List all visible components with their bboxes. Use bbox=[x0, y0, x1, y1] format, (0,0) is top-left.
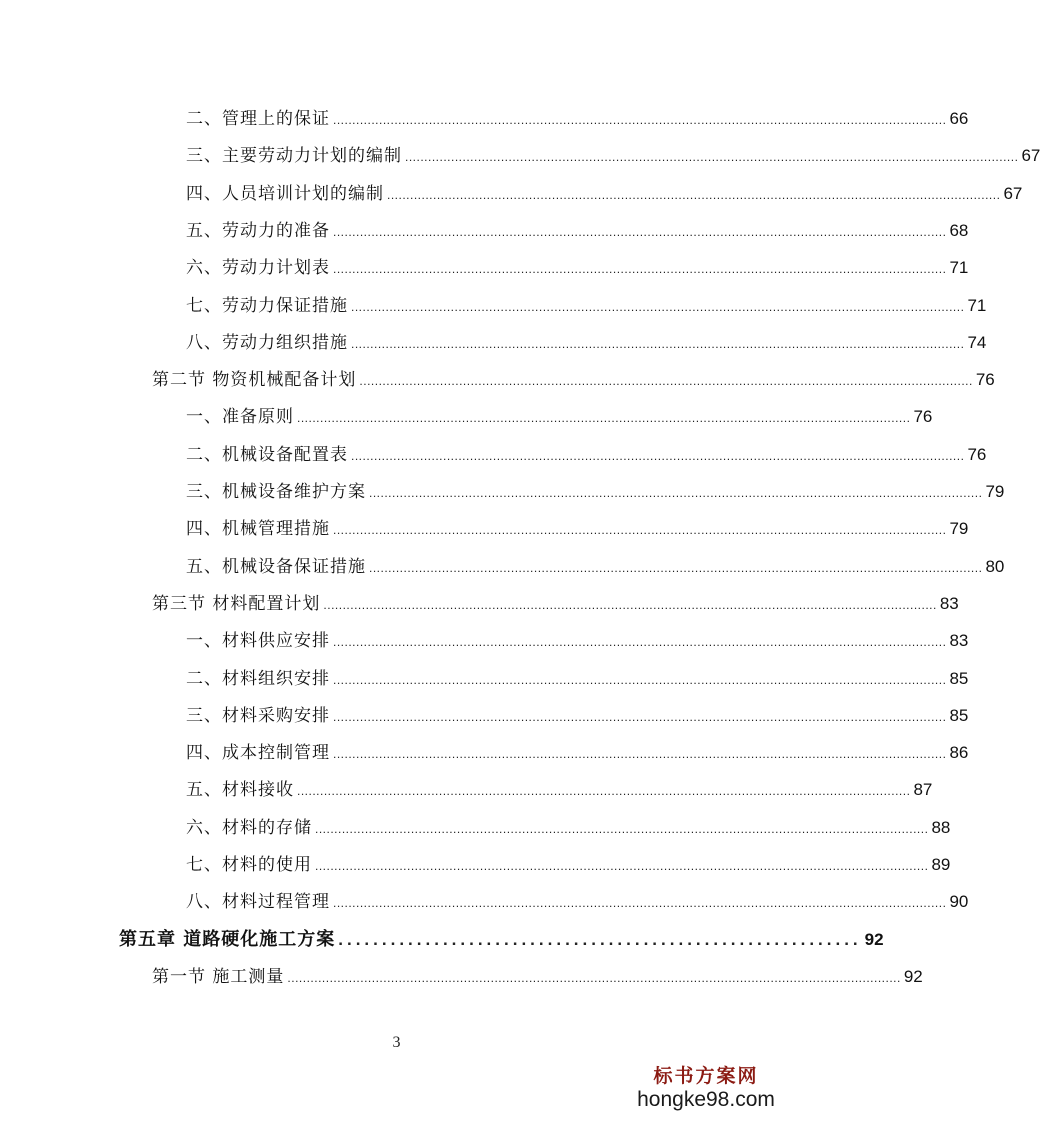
toc-page-number: 90 bbox=[949, 892, 969, 911]
toc-page-number: 76 bbox=[967, 445, 987, 464]
toc-dot-leader: ................................................................................................................................................................ bbox=[287, 971, 901, 985]
toc-page-number: 71 bbox=[967, 296, 987, 315]
toc-subsection-entry[interactable] bbox=[186, 249, 969, 279]
toc-entry-title: 七、材料的使用 bbox=[186, 855, 312, 875]
toc-dot-leader: ............................................................ bbox=[338, 930, 862, 949]
toc-entry-title: 八、材料过程管理 bbox=[186, 892, 330, 912]
toc-subsection-entry[interactable] bbox=[186, 436, 987, 466]
toc-page-number: 92 bbox=[864, 930, 884, 949]
toc-entry-title: 二、机械设备配置表 bbox=[186, 445, 348, 465]
toc-entry-title: 三、材料采购安排 bbox=[186, 706, 330, 726]
toc-subsection-entry[interactable] bbox=[186, 100, 969, 130]
toc-dot-leader: ................................................................................................................................................................ bbox=[333, 896, 947, 910]
toc-page-number: 92 bbox=[903, 967, 923, 986]
toc-page-number: 85 bbox=[949, 669, 969, 688]
toc-page-number: 83 bbox=[949, 631, 969, 650]
toc-dot-leader: ................................................................................................................................................................ bbox=[351, 449, 965, 463]
toc-page-number: 67 bbox=[1003, 184, 1023, 203]
toc-page-number: 79 bbox=[985, 482, 1005, 501]
toc-page-number: 66 bbox=[949, 109, 969, 128]
toc-page-number: 89 bbox=[931, 855, 951, 874]
toc-dot-leader: ................................................................................................................................................................ bbox=[333, 262, 947, 276]
toc-dot-leader: ................................................................................................................................................................ bbox=[369, 561, 983, 575]
toc-subsection-entry[interactable] bbox=[186, 660, 969, 690]
toc-subsection-entry[interactable] bbox=[186, 548, 1005, 578]
toc-entry-title: 四、成本控制管理 bbox=[186, 743, 330, 763]
toc-entry-title: 一、材料供应安排 bbox=[186, 631, 330, 651]
toc-subsection-entry[interactable] bbox=[186, 324, 987, 354]
toc-dot-leader: ................................................................................................................................................................ bbox=[333, 635, 947, 649]
toc-subsection-entry[interactable] bbox=[186, 212, 969, 242]
toc-entry-title: 第一节 施工测量 bbox=[152, 967, 285, 987]
toc-dot-leader: ................................................................................................................................................................ bbox=[315, 822, 929, 836]
page-number: 3 bbox=[392, 1034, 401, 1051]
toc-page-number: 79 bbox=[949, 519, 969, 538]
watermark-url: hongke98.com bbox=[637, 1088, 775, 1111]
toc-page-number: 85 bbox=[949, 706, 969, 725]
toc-entry-title: 三、机械设备维护方案 bbox=[186, 482, 366, 502]
toc-dot-leader: ................................................................................................................................................................ bbox=[297, 784, 911, 798]
toc-subsection-entry[interactable] bbox=[186, 697, 969, 727]
toc-entry-title: 八、劳动力组织措施 bbox=[186, 333, 348, 353]
toc-section-entry[interactable] bbox=[152, 958, 923, 988]
toc-page-number: 68 bbox=[949, 221, 969, 240]
toc-page-number: 71 bbox=[949, 258, 969, 277]
toc-page-number: 80 bbox=[985, 557, 1005, 576]
toc-page-number: 83 bbox=[939, 594, 959, 613]
toc-entry-title: 四、机械管理措施 bbox=[186, 519, 330, 539]
toc-page-number: 76 bbox=[913, 407, 933, 426]
toc-chapter-entry[interactable] bbox=[119, 921, 884, 951]
toc-dot-leader: ................................................................................................................................................................ bbox=[387, 188, 1001, 202]
toc-page-number: 76 bbox=[975, 370, 995, 389]
toc-entry-title: 五、劳动力的准备 bbox=[186, 221, 330, 241]
toc-entry-title: 第二节 物资机械配备计划 bbox=[152, 370, 357, 390]
toc-dot-leader: ................................................................................................................................................................ bbox=[369, 486, 983, 500]
toc-entry-title: 第五章 道路硬化施工方案 bbox=[119, 929, 336, 950]
toc-dot-leader: ................................................................................................................................................................ bbox=[405, 150, 1019, 164]
toc-entry-title: 一、准备原则 bbox=[186, 407, 294, 427]
toc-subsection-entry[interactable] bbox=[186, 473, 1005, 503]
toc-page-number: 67 bbox=[1021, 146, 1040, 165]
toc-entry-title: 第三节 材料配置计划 bbox=[152, 594, 321, 614]
toc-entry-title: 六、劳动力计划表 bbox=[186, 258, 330, 278]
toc-entry-title: 六、材料的存储 bbox=[186, 818, 312, 838]
toc-dot-leader: ................................................................................................................................................................ bbox=[297, 411, 911, 425]
toc-subsection-entry[interactable] bbox=[186, 398, 933, 428]
toc-page-number: 86 bbox=[949, 743, 969, 762]
toc-entry-title: 二、管理上的保证 bbox=[186, 109, 330, 129]
toc-entry-title: 二、材料组织安排 bbox=[186, 669, 330, 689]
watermark-logo bbox=[631, 1064, 781, 1112]
toc-dot-leader: ................................................................................................................................................................ bbox=[323, 598, 937, 612]
toc-dot-leader: ................................................................................................................................................................ bbox=[351, 300, 965, 314]
toc-page-number: 74 bbox=[967, 333, 987, 352]
toc-dot-leader: ................................................................................................................................................................ bbox=[359, 374, 973, 388]
toc-page-number: 88 bbox=[931, 818, 951, 837]
toc-entry-title: 三、主要劳动力计划的编制 bbox=[186, 146, 402, 166]
toc-entry-title: 五、机械设备保证措施 bbox=[186, 557, 366, 577]
toc-dot-leader: ................................................................................................................................................................ bbox=[351, 337, 965, 351]
toc-dot-leader: ................................................................................................................................................................ bbox=[333, 747, 947, 761]
toc-entry-title: 五、材料接收 bbox=[186, 780, 294, 800]
toc-dot-leader: ................................................................................................................................................................ bbox=[315, 859, 929, 873]
toc-dot-leader: ................................................................................................................................................................ bbox=[333, 710, 947, 724]
toc-section-entry[interactable] bbox=[152, 585, 959, 615]
toc-entry-title: 四、人员培训计划的编制 bbox=[186, 184, 384, 204]
toc-subsection-entry[interactable] bbox=[186, 510, 969, 540]
toc-dot-leader: ................................................................................................................................................................ bbox=[333, 673, 947, 687]
toc-page-number: 87 bbox=[913, 780, 933, 799]
toc-dot-leader: ................................................................................................................................................................ bbox=[333, 225, 947, 239]
toc-subsection-entry[interactable] bbox=[186, 883, 969, 913]
toc-entry-title: 七、劳动力保证措施 bbox=[186, 296, 348, 316]
toc-subsection-entry[interactable] bbox=[186, 622, 969, 652]
toc-dot-leader: ................................................................................................................................................................ bbox=[333, 113, 947, 127]
toc-subsection-entry[interactable] bbox=[186, 846, 951, 876]
toc-dot-leader: ................................................................................................................................................................ bbox=[333, 523, 947, 537]
toc-subsection-entry[interactable] bbox=[186, 287, 987, 317]
toc-subsection-entry[interactable] bbox=[186, 734, 969, 764]
toc-subsection-entry[interactable] bbox=[186, 809, 951, 839]
toc-subsection-entry[interactable] bbox=[186, 771, 933, 801]
watermark-site-name: 标书方案网 bbox=[653, 1065, 759, 1087]
toc-subsection-entry[interactable] bbox=[186, 137, 1040, 167]
toc-section-entry[interactable] bbox=[152, 361, 995, 391]
toc-subsection-entry[interactable] bbox=[186, 175, 1023, 205]
